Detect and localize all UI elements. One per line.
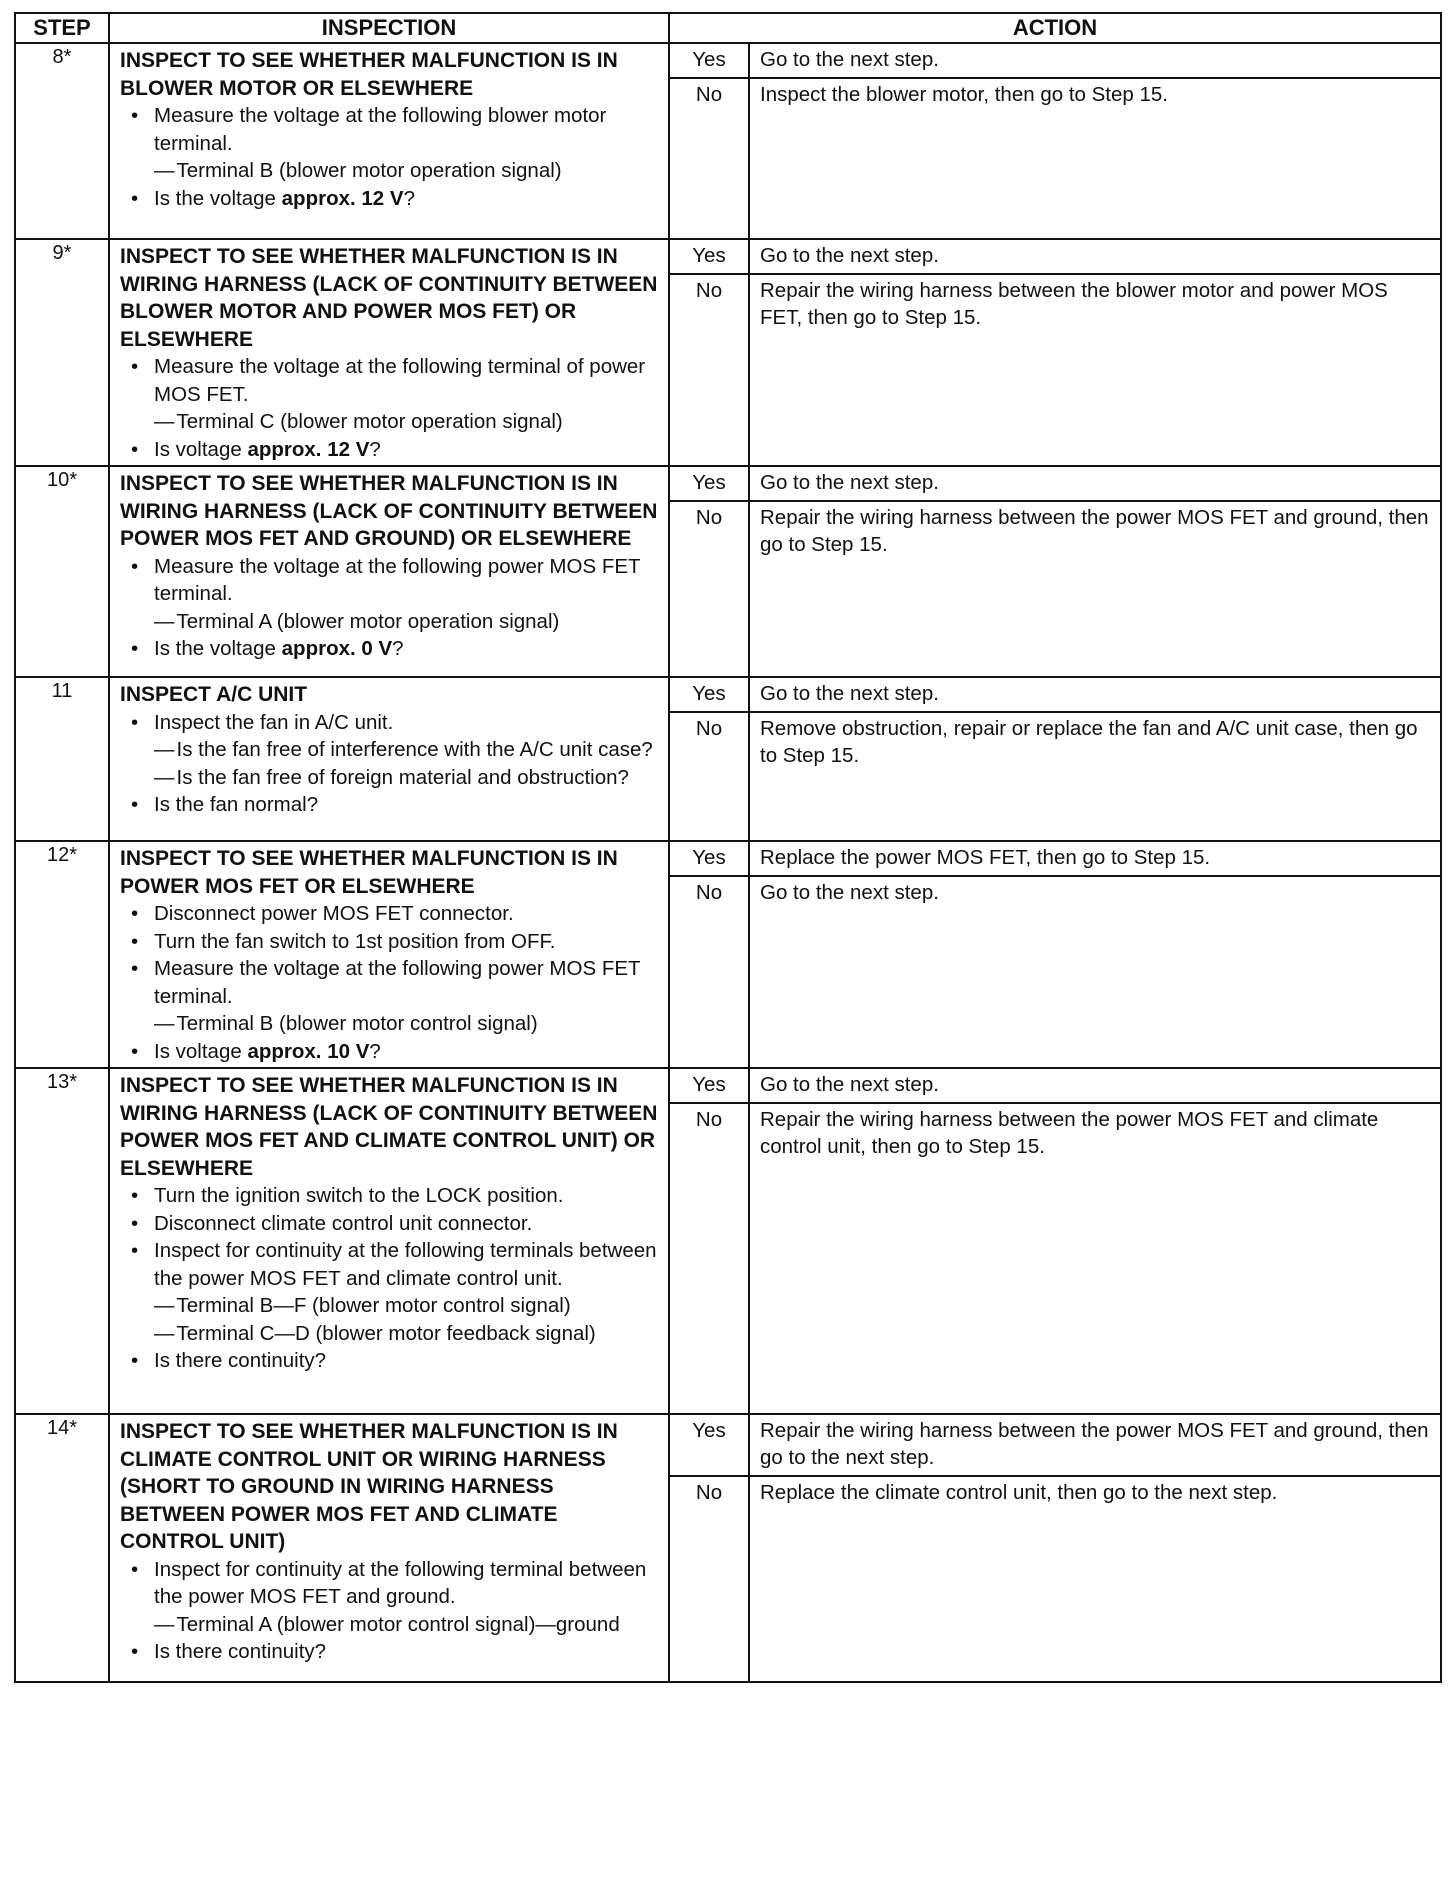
action-row-yes: [670, 1069, 1440, 1104]
list-item: • Inspect for continuity at the following terminal between the power MOS FET and ground. — Terminal A (blower motor control signal)—ground: [120, 1556, 660, 1639]
list-item: • Is voltage approx. 12 V?: [120, 436, 660, 464]
header-step: STEP: [15, 13, 109, 43]
diagnostic-sheet: [14, 12, 1440, 1683]
list-item: • Measure the voltage at the following power MOS FET terminal. — Terminal B (blower motor control signal): [120, 955, 660, 1038]
inspection-list: [120, 709, 660, 819]
yes-label: Yes: [670, 1415, 750, 1475]
list-item: — Terminal C (blower motor operation signal): [154, 408, 660, 436]
action-row-yes: [670, 467, 1440, 502]
no-action: Inspect the blower motor, then go to Step 15.: [760, 83, 1168, 106]
table-row: [15, 841, 1441, 1068]
inspection-cell: [109, 466, 669, 677]
step-number: 13*: [15, 1068, 109, 1414]
table-header-row: [15, 13, 1441, 43]
yes-label: Yes: [670, 842, 750, 875]
step-number: 8*: [15, 43, 109, 239]
yes-action: Go to the next step.: [760, 1073, 939, 1096]
yes-action: Go to the next step.: [760, 48, 939, 71]
list-item: • Turn the ignition switch to the LOCK position.: [120, 1182, 660, 1210]
inspection-title: INSPECT TO SEE WHETHER MALFUNCTION IS IN WIRING HARNESS (LACK OF CONTINUITY BETWEEN POWER MOS FET AND CLIMATE CONTROL UNIT) OR ELSEWHERE: [120, 1074, 658, 1180]
yes-action: Go to the next step.: [760, 244, 939, 267]
yes-action: Go to the next step.: [760, 471, 939, 494]
no-label: No: [670, 877, 750, 1067]
list-item: — Is the fan free of foreign material and obstruction?: [154, 764, 660, 792]
no-label: No: [670, 1477, 750, 1681]
list-item: — Terminal C—D (blower motor feedback signal): [154, 1320, 660, 1348]
no-action: Replace the climate control unit, then go to the next step.: [760, 1481, 1278, 1504]
action-cell: [669, 43, 1441, 239]
no-label: No: [670, 79, 750, 238]
yes-label: Yes: [670, 678, 750, 711]
action-row-no: [670, 713, 1440, 840]
action-row-no: [670, 79, 1440, 238]
yes-action: Replace the power MOS FET, then go to Step 15.: [760, 846, 1211, 869]
list-item: • Inspect the fan in A/C unit. — Is the fan free of interference with the A/C unit case? — Is the fan free of foreign material and obstruction?: [120, 709, 660, 792]
table-row: [15, 1068, 1441, 1414]
inspection-list: [120, 102, 660, 212]
inspection-title: INSPECT TO SEE WHETHER MALFUNCTION IS IN BLOWER MOTOR OR ELSEWHERE: [120, 49, 618, 100]
list-item: • Is the voltage approx. 12 V?: [120, 185, 660, 213]
table-row: [15, 1414, 1441, 1682]
inspection-list: [120, 353, 660, 463]
inspection-list: [120, 1556, 660, 1666]
inspection-list: [120, 900, 660, 1065]
no-action: Remove obstruction, repair or replace the fan and A/C unit case, then go to Step 15.: [760, 717, 1418, 767]
step-number: 14*: [15, 1414, 109, 1682]
inspection-table: [14, 12, 1442, 1683]
list-item: — Is the fan free of interference with the A/C unit case?: [154, 736, 660, 764]
inspection-title: INSPECT TO SEE WHETHER MALFUNCTION IS IN WIRING HARNESS (LACK OF CONTINUITY BETWEEN POWER MOS FET AND GROUND) OR ELSEWHERE: [120, 472, 658, 550]
sub-list: [154, 1010, 660, 1038]
list-item: • Measure the voltage at the following terminal of power MOS FET. — Terminal C (blower motor operation signal): [120, 353, 660, 436]
inspection-list: [120, 553, 660, 663]
inspection-title: INSPECT TO SEE WHETHER MALFUNCTION IS IN WIRING HARNESS (LACK OF CONTINUITY BETWEEN BLOWER MOTOR AND POWER MOS FET) OR ELSEWHERE: [120, 245, 658, 351]
inspection-cell: [109, 43, 669, 239]
step-number: 10*: [15, 466, 109, 677]
action-cell: [669, 466, 1441, 677]
no-action: Repair the wiring harness between the blower motor and power MOS FET, then go to Step 15.: [760, 279, 1388, 329]
inspection-list: [120, 1182, 660, 1375]
action-row-no: [670, 502, 1440, 676]
step-number: 9*: [15, 239, 109, 466]
inspection-cell: [109, 677, 669, 841]
sub-list: [154, 736, 660, 791]
table-row: [15, 43, 1441, 239]
inspection-title: INSPECT A/C UNIT: [120, 683, 308, 706]
no-label: No: [670, 713, 750, 840]
no-action: Go to the next step.: [760, 881, 939, 904]
action-row-yes: [670, 678, 1440, 713]
action-row-yes: [670, 44, 1440, 79]
action-row-yes: [670, 240, 1440, 275]
action-cell: [669, 841, 1441, 1068]
sub-list: [154, 157, 660, 185]
action-cell: [669, 1414, 1441, 1682]
list-item: • Is the fan normal?: [120, 791, 660, 819]
list-item: • Inspect for continuity at the following terminals between the power MOS FET and climate control unit. — Terminal B—F (blower motor control signal) — Terminal C—D (blower motor feedback signal): [120, 1237, 660, 1347]
action-row-no: [670, 275, 1440, 465]
sub-list: [154, 608, 660, 636]
no-action: Repair the wiring harness between the power MOS FET and climate control unit, then go to Step 15.: [760, 1108, 1379, 1158]
list-item: • Is the voltage approx. 0 V?: [120, 635, 660, 663]
list-item: — Terminal B (blower motor operation signal): [154, 157, 660, 185]
sub-list: [154, 1611, 660, 1639]
action-row-yes: [670, 842, 1440, 877]
yes-label: Yes: [670, 240, 750, 273]
list-item: — Terminal A (blower motor control signal)—ground: [154, 1611, 660, 1639]
no-action: Repair the wiring harness between the power MOS FET and ground, then go to Step 15.: [760, 506, 1429, 556]
yes-action: Repair the wiring harness between the power MOS FET and ground, then go to the next step.: [760, 1419, 1429, 1469]
list-item: • Turn the fan switch to 1st position from OFF.: [120, 928, 660, 956]
action-cell: [669, 1068, 1441, 1414]
sub-list: [154, 408, 660, 436]
inspection-cell: [109, 1068, 669, 1414]
action-row-yes: [670, 1415, 1440, 1477]
sub-list: [154, 1292, 660, 1347]
inspection-cell: [109, 1414, 669, 1682]
list-item: • Is there continuity?: [120, 1347, 660, 1375]
yes-action: Go to the next step.: [760, 682, 939, 705]
step-number: 12*: [15, 841, 109, 1068]
inspection-cell: [109, 239, 669, 466]
table-row: [15, 239, 1441, 466]
header-action: ACTION: [669, 13, 1441, 43]
list-item: • Disconnect climate control unit connector.: [120, 1210, 660, 1238]
yes-label: Yes: [670, 1069, 750, 1102]
inspection-cell: [109, 841, 669, 1068]
action-row-no: [670, 1477, 1440, 1681]
no-label: No: [670, 275, 750, 465]
inspection-title: INSPECT TO SEE WHETHER MALFUNCTION IS IN POWER MOS FET OR ELSEWHERE: [120, 847, 618, 898]
action-cell: [669, 239, 1441, 466]
step-number: 11: [15, 677, 109, 841]
action-row-no: [670, 877, 1440, 1067]
yes-label: Yes: [670, 467, 750, 500]
list-item: • Disconnect power MOS FET connector.: [120, 900, 660, 928]
list-item: • Measure the voltage at the following power MOS FET terminal. — Terminal A (blower motor operation signal): [120, 553, 660, 636]
table-row: [15, 677, 1441, 841]
action-cell: [669, 677, 1441, 841]
list-item: • Is voltage approx. 10 V?: [120, 1038, 660, 1066]
list-item: — Terminal A (blower motor operation signal): [154, 608, 660, 636]
list-item: • Is there continuity?: [120, 1638, 660, 1666]
list-item: — Terminal B—F (blower motor control signal): [154, 1292, 660, 1320]
no-label: No: [670, 502, 750, 676]
list-item: • Measure the voltage at the following blower motor terminal. — Terminal B (blower motor operation signal): [120, 102, 660, 185]
inspection-title: INSPECT TO SEE WHETHER MALFUNCTION IS IN CLIMATE CONTROL UNIT OR WIRING HARNESS (SHORT TO GROUND IN WIRING HARNESS BETWEEN POWER MOS FET AND CLIMATE CONTROL UNIT): [120, 1420, 618, 1553]
action-row-no: [670, 1104, 1440, 1413]
table-row: [15, 466, 1441, 677]
no-label: No: [670, 1104, 750, 1413]
yes-label: Yes: [670, 44, 750, 77]
header-inspection: INSPECTION: [109, 13, 669, 43]
list-item: — Terminal B (blower motor control signal): [154, 1010, 660, 1038]
